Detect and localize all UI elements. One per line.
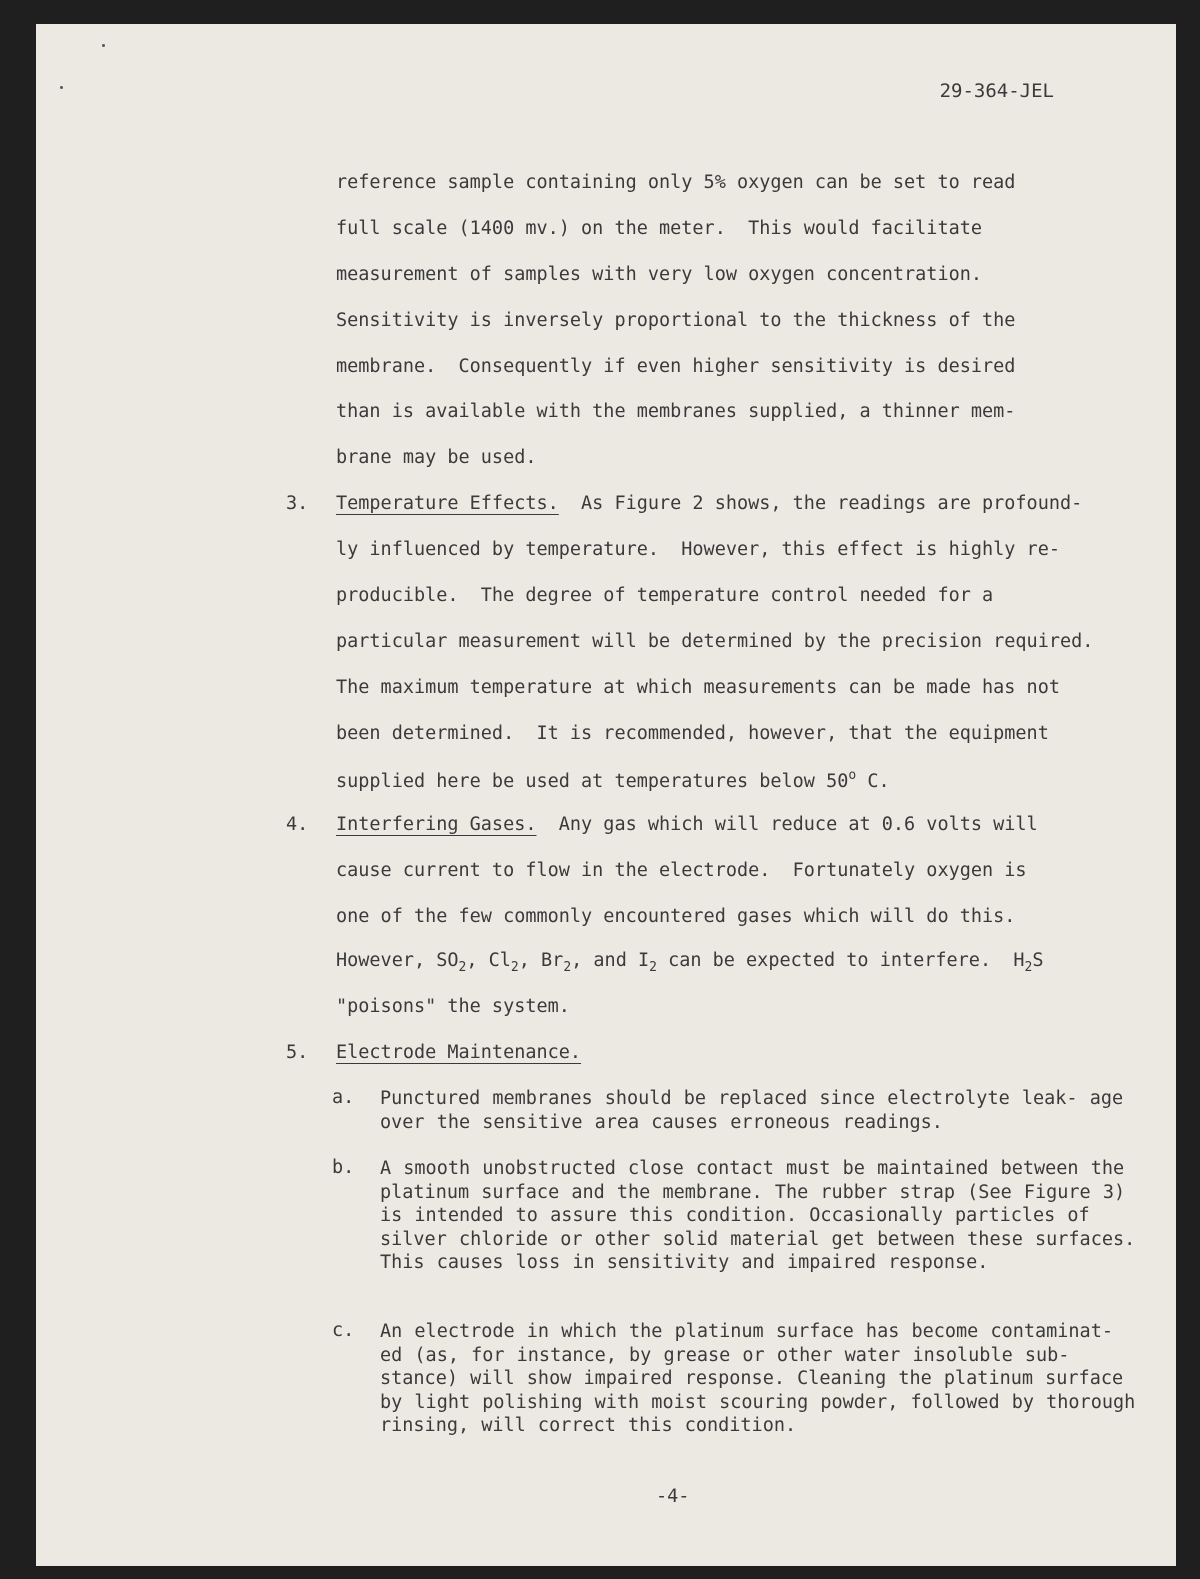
page-number: -4- <box>656 1486 690 1507</box>
text-fragment: , Cl <box>466 950 511 971</box>
text-fragment: Any gas which will reduce at 0.6 volts will <box>536 814 1038 835</box>
section-number: 3. <box>286 493 309 514</box>
section-first-line <box>336 814 1038 835</box>
text-fragment: C. <box>856 771 890 792</box>
text-fragment: However, SO <box>336 950 459 971</box>
text-fragment: , Br <box>518 950 564 971</box>
section-first-line <box>336 493 1082 514</box>
section-number: 5. <box>286 1042 309 1063</box>
paper-speck <box>60 86 63 89</box>
chemical-formula-line <box>336 950 1043 975</box>
list-item-letter: a. <box>332 1087 355 1108</box>
text-line: cause current to flow in the electrode. Fortunately oxygen is <box>336 860 1027 881</box>
text-line: one of the few commonly encountered gases which will do this. <box>336 906 1016 927</box>
text-line: The maximum temperature at which measurements can be made has not <box>336 677 1060 698</box>
document-page <box>36 24 1176 1566</box>
text-line: "poisons" the system. <box>336 996 570 1017</box>
list-item-letter: c. <box>332 1320 355 1341</box>
section-heading: Interfering Gases. <box>336 814 537 835</box>
text-fragment: S <box>1032 950 1044 971</box>
text-line: reference sample containing only 5% oxygen can be set to read <box>336 172 1016 193</box>
text-line: ly influenced by temperature. However, this effect is highly re- <box>336 539 1060 560</box>
text-fragment: supplied here be used at temperatures below 50 <box>336 771 849 792</box>
text-line: than is available with the membranes supplied, a thinner mem- <box>336 401 1016 422</box>
text-line: brane may be used. <box>336 447 537 468</box>
text-line: full scale (1400 mv.) on the meter. This would facilitate <box>336 218 983 239</box>
text-line: measurement of samples with very low oxygen concentration. <box>336 264 983 285</box>
list-item-letter: b. <box>332 1157 355 1178</box>
list-item-text: A smooth unobstructed close contact must be maintained between the platinum surface and the membrane. The rubber strap (See Figure 3) is intended to assure this condition. Occasionally particles of silver chloride or other solid material get between these surfaces. This causes loss in sensitivity and impaired response. <box>380 1158 1136 1273</box>
text-line: Sensitivity is inversely proportional to the thickness of the <box>336 310 1016 331</box>
text-fragment: As Figure 2 shows, the readings are profound- <box>558 493 1083 514</box>
list-item-text: Punctured membranes should be replaced since electrolyte leak- age over the sensitive area causes erroneous readings. <box>380 1088 1124 1133</box>
paper-speck <box>102 44 105 47</box>
subscript: 2 <box>510 960 519 975</box>
section-heading: Temperature Effects. <box>336 493 559 514</box>
text-line: been determined. It is recommended, however, that the equipment <box>336 723 1049 744</box>
section-first-line <box>336 1042 581 1063</box>
text-fragment: , and I <box>571 950 650 971</box>
document-id: 29-364-JEL <box>939 80 1054 102</box>
subscript: 2 <box>458 960 467 975</box>
text-line-degrees <box>336 768 890 792</box>
text-line: producible. The degree of temperature control needed for a <box>336 585 994 606</box>
list-item-text: An electrode in which the platinum surface has become contaminat- ed (as, for instance, by grease or other water insoluble sub- stance) will show impaired response. Cleaning the platinum surface by light polishing with moist scouring powder, followed by thorough rinsing, will correct this condition. <box>380 1321 1136 1436</box>
subscript: 2 <box>1024 960 1033 975</box>
text-fragment: can be expected to interfere. H <box>656 950 1025 971</box>
subscript: 2 <box>563 960 572 975</box>
text-line: particular measurement will be determined by the precision required. <box>336 631 1094 652</box>
section-number: 4. <box>286 814 309 835</box>
degree-symbol: o <box>848 768 857 783</box>
subscript: 2 <box>649 960 657 975</box>
text-line: membrane. Consequently if even higher sensitivity is desired <box>336 356 1016 377</box>
section-heading: Electrode Maintenance. <box>336 1042 582 1063</box>
